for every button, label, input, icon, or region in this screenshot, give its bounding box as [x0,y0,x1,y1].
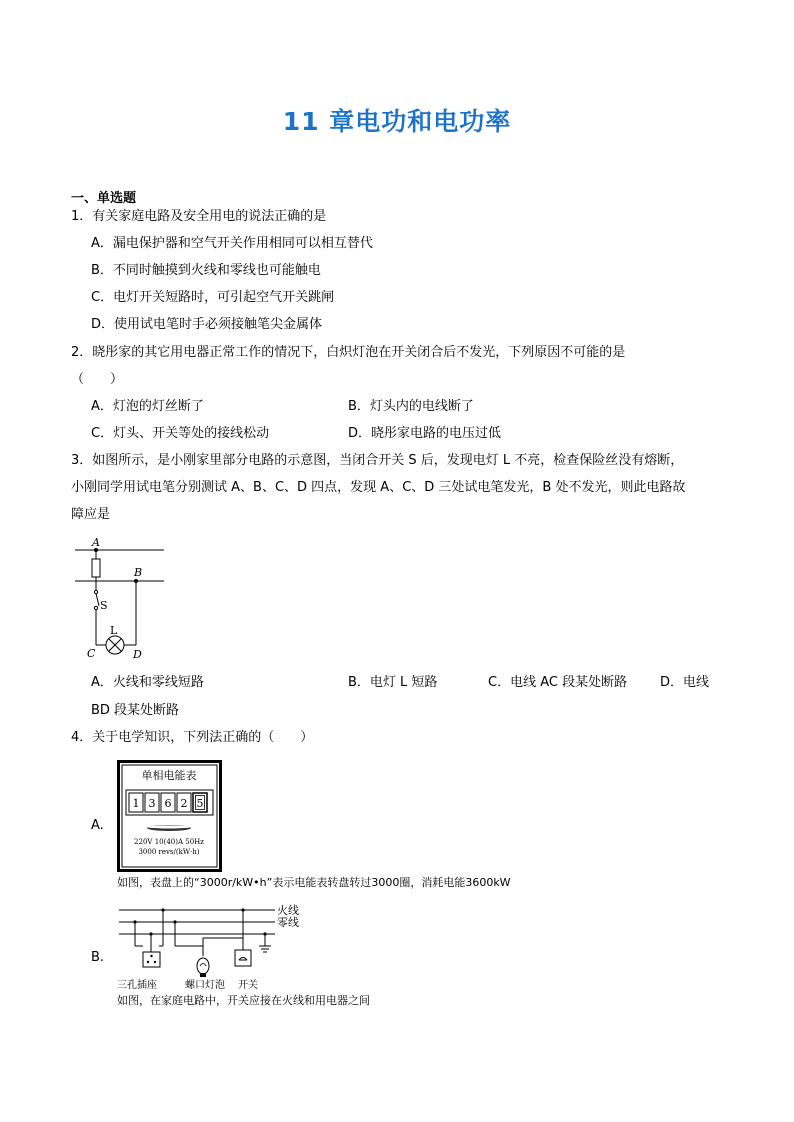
label-b: B [134,566,143,579]
question-1-option-b: B．不同时触摸到火线和零线也可能触电 [91,263,321,278]
meter-digit-4: 2 [180,797,188,810]
question-4-option-b-caption: 如图，在家庭电路中，开关应接在火线和用电器之间 [117,994,370,1007]
question-4-option-b-letter: B. [91,950,105,965]
question-2-option-a: A．灯泡的灯丝断了 [91,399,204,414]
meter-digit-3: 6 [164,797,172,810]
question-4-option-a-caption: 如图，表盘上的“3000r/kW•h”表示电能表转盘转过3000圈，消耗电能3600kW [117,876,511,889]
question-1-option-c: C．电灯开关短路时，可引起空气开关跳闸 [91,290,335,305]
label-d: D [133,648,142,661]
meter-title: 单相电能表 [141,769,197,782]
meter-spec-1: 220V 10(40)A 50Hz [134,838,204,846]
fuse-icon [92,559,100,577]
socket-label: 三孔插座 [117,980,157,991]
meter-digit-1: 1 [132,797,140,810]
question-3-option-a: A．火线和零线短路 [91,675,204,690]
question-1-stem: 1．有关家庭电路及安全用电的说法正确的是 [71,209,327,224]
section-heading: 一、单选题 [71,191,137,206]
question-2-option-c: C．灯头、开关等处的接线松动 [91,426,270,441]
question-3-option-d: D．电线 [660,675,710,690]
question-4-option-a-letter: A. [91,818,104,833]
live-label: 火线 [277,904,299,917]
label-a: A [92,536,100,549]
label-l: L [110,624,118,637]
label-s: S [100,599,108,612]
bulb-label: 螺口灯泡 [185,980,225,991]
label-c: C [87,647,96,660]
socket-icon [143,952,160,967]
electricity-meter-figure [117,760,223,872]
question-3-line-2: 小刚同学用试电笔分别测试 A、B、C、D 四点，发现 A、C、D 三处试电笔发光，B 处不发光，则此电路故 [71,480,686,495]
question-3-line-1: 3．如图所示，是小刚家里部分电路的示意图，当闭合开关 S 后，发现电灯 L 不亮，检查保险丝没有熔断， [71,453,684,468]
question-2-paren: （ ） [71,372,124,387]
switch-label: 开关 [238,980,258,991]
neutral-label: 零线 [277,916,299,929]
question-2-option-d: D．晓彤家电路的电压过低 [348,426,502,441]
question-2-option-b: B．灯头内的电线断了 [348,399,474,414]
question-3-option-c: C．电线 AC 段某处断路 [488,675,628,690]
question-3-option-b: B．电灯 L 短路 [348,675,438,690]
bulb-icon [197,958,209,974]
meter-spec-2: 3000 revs/(kW·h) [138,848,200,856]
meter-digit-5: 5 [196,797,204,810]
meter-digit-2: 3 [148,797,156,810]
page-title: 11 章电功和电功率 [282,107,512,136]
circuit-diagram [70,532,180,664]
switch-icon [96,594,99,607]
question-1-option-a: A．漏电保护器和空气开关作用相同可以相互替代 [91,236,373,251]
question-2-stem: 2．晓彤家的其它用电器正常工作的情况下，白炽灯泡在开关闭合后不发光，下列原因不可能的是 [71,345,626,360]
question-4-stem: 4．关于电学知识，下列法正确的（ ） [71,730,314,745]
household-wiring-figure [115,900,305,992]
question-3-option-d-continued: BD 段某处断路 [91,703,180,718]
question-3-line-3: 障应是 [71,507,111,522]
question-1-option-d: D．使用试电笔时手必须接触笔尖金属体 [91,317,323,332]
